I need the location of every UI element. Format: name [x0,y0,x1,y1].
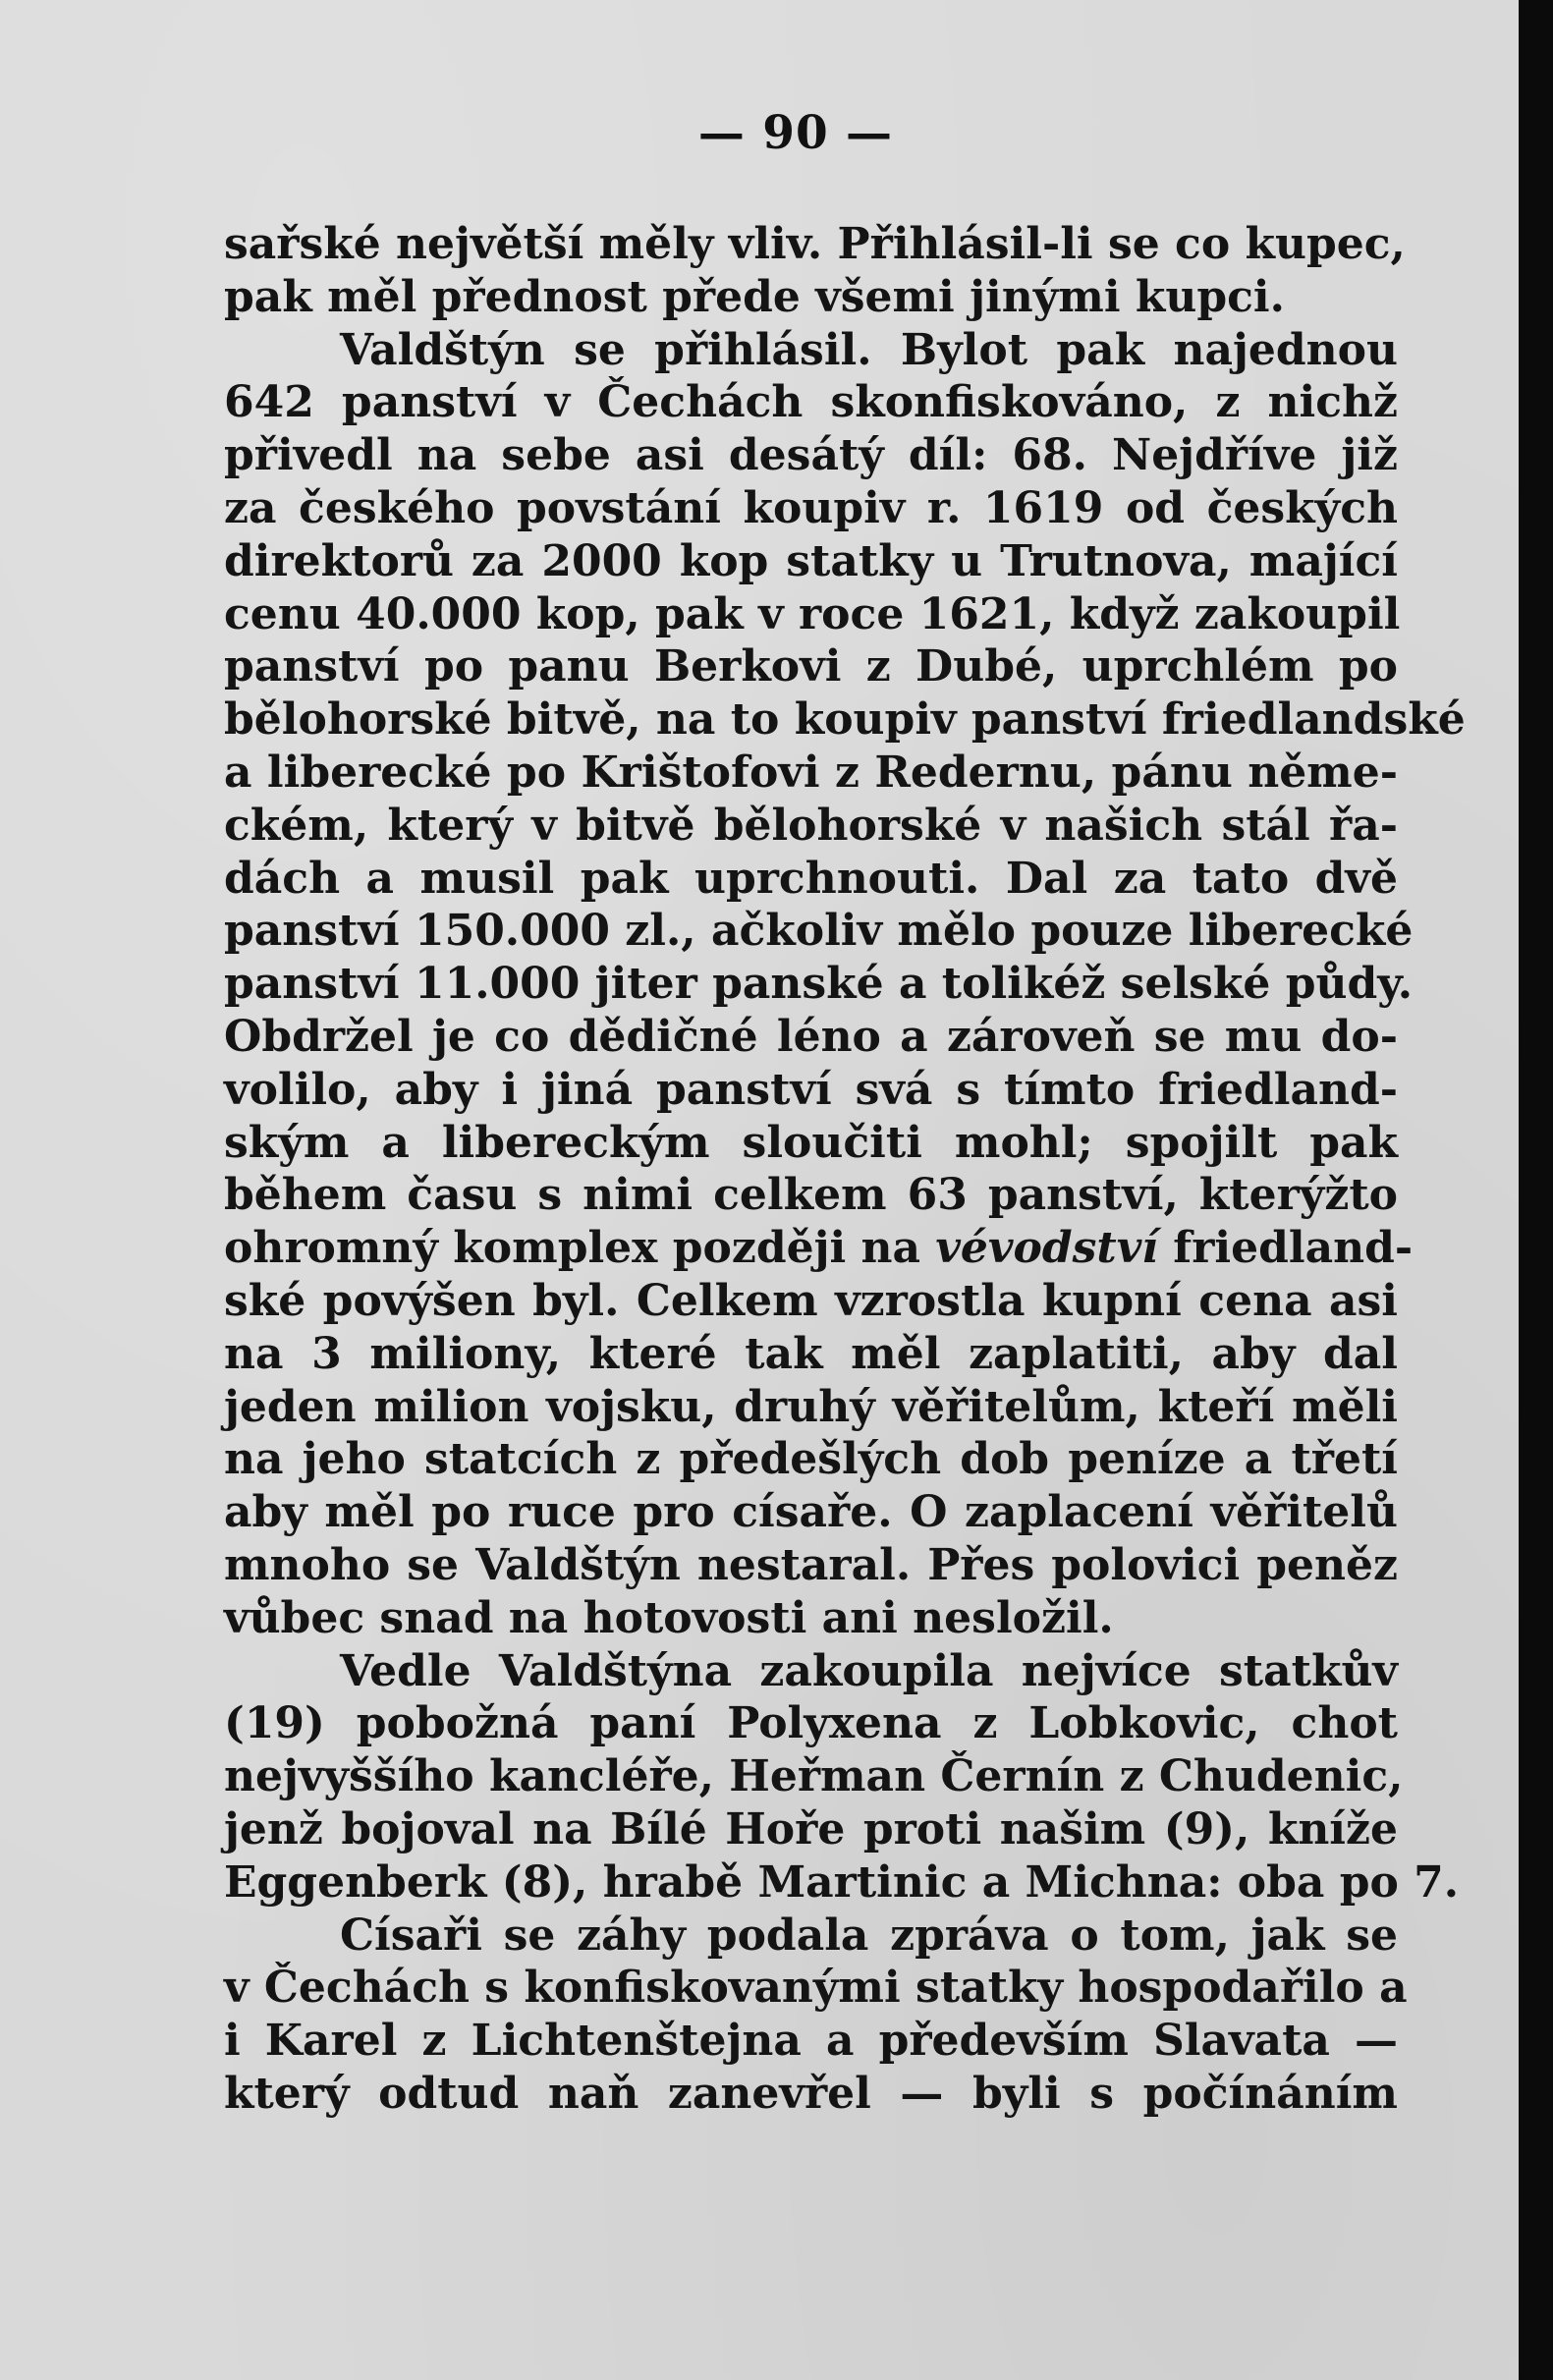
text-line: panství 11.000 jiter panské a tolikéž selské půdy. [224,959,1414,1010]
text-line: bělohorské bitvě, na to koupiv panství friedlandské [224,694,1466,746]
text-line: Císaři se záhy podala zpráva o tom, jak se [340,1910,1398,1961]
page-number: — 90 — [697,106,894,160]
text-line: na 3 miliony, které tak měl zaplatiti, aby dal [224,1328,1398,1379]
text-line-with-emphasis [224,1222,1414,1275]
text-line: v Čechách s konfiskovanými statky hospodařilo a [224,1963,1408,2014]
text-line: aby měl po ruce pro císaře. O zaplacení věřitelů [224,1487,1398,1538]
text-line: který odtud naň zanevřel — byli s počínáním [224,2068,1398,2119]
text-line: mnoho se Valdštýn nestaral. Přes polovici peněz [224,1539,1398,1590]
scan-border [1519,0,1553,2380]
text-line: jeden milion vojsku, druhý věřitelům, kteří měli [224,1381,1398,1432]
text-line: ské povýšen byl. Celkem vzrostla kupní cena asi [224,1275,1398,1326]
text-line: (19) pobožná paní Polyxena z Lobkovic, chot [224,1698,1398,1749]
text-line: pak měl přednost přede všemi jinými kupci. [224,271,1285,322]
text-line: panství po panu Berkovi z Dubé, uprchlém po [224,641,1398,692]
text-segment: friedland- [1157,1223,1414,1274]
text-line: Valdštýn se přihlásil. Bylot pak najednou [340,324,1398,375]
text-line: na jeho statcích z předešlých dob peníze a třetí [224,1434,1398,1485]
text-line: direktorů za 2000 kop statky u Trutnova, mající [224,535,1398,586]
text-line: vůbec snad na hotovosti ani nesložil. [224,1592,1114,1643]
text-line: za českého povstání koupiv r. 1619 od českých [224,482,1398,533]
text-line: přivedl na sebe asi desátý díl: 68. Nejdříve již [224,430,1398,481]
text-line: jenž bojoval na Bílé Hoře proti našim (9), kníže [224,1803,1398,1854]
text-line: Eggenberk (8), hrabě Martinic a Michna: oba po 7. [224,1856,1460,1908]
text-segment: ohromný komplex později na [224,1223,936,1274]
text-line: 642 panství v Čechách skonfiskováno, z nichž [224,377,1398,428]
text-line: volilo, aby i jiná panství svá s tímto friedland- [224,1064,1398,1115]
text-line: i Karel z Lichtenštejna a především Slavata — [224,2016,1398,2067]
text-line: během času s nimi celkem 63 panství, kterýžto [224,1170,1398,1221]
emphasized-word: vévodství [935,1223,1158,1274]
text-line: sařské největší měly vliv. Přihlásil-li se co kupec, [224,219,1406,269]
text-line: a liberecké po Krištofovi z Redernu, pánu něme- [224,747,1398,798]
text-line: ckém, který v bitvě bělohorské v našich stál řa- [224,800,1398,851]
text-line: ským a libereckým sloučiti mohl; spojilt pak [224,1117,1398,1168]
text-line: Obdržel je co dědičné léno a zároveň se mu do- [224,1011,1398,1062]
text-line: Vedle Valdštýna zakoupila nejvíce statkův [340,1645,1398,1696]
body-text [224,218,1466,2121]
text-line: panství 150.000 zl., ačkoliv mělo pouze liberecké [224,906,1414,957]
text-line: cenu 40.000 kop, pak v roce 1621, když zakoupil [224,588,1401,639]
text-line: nejvyššího kancléře, Heřman Černín z Chudenic, [224,1751,1404,1802]
text-line: dách a musil pak uprchnouti. Dal za tato dvě [224,853,1398,904]
